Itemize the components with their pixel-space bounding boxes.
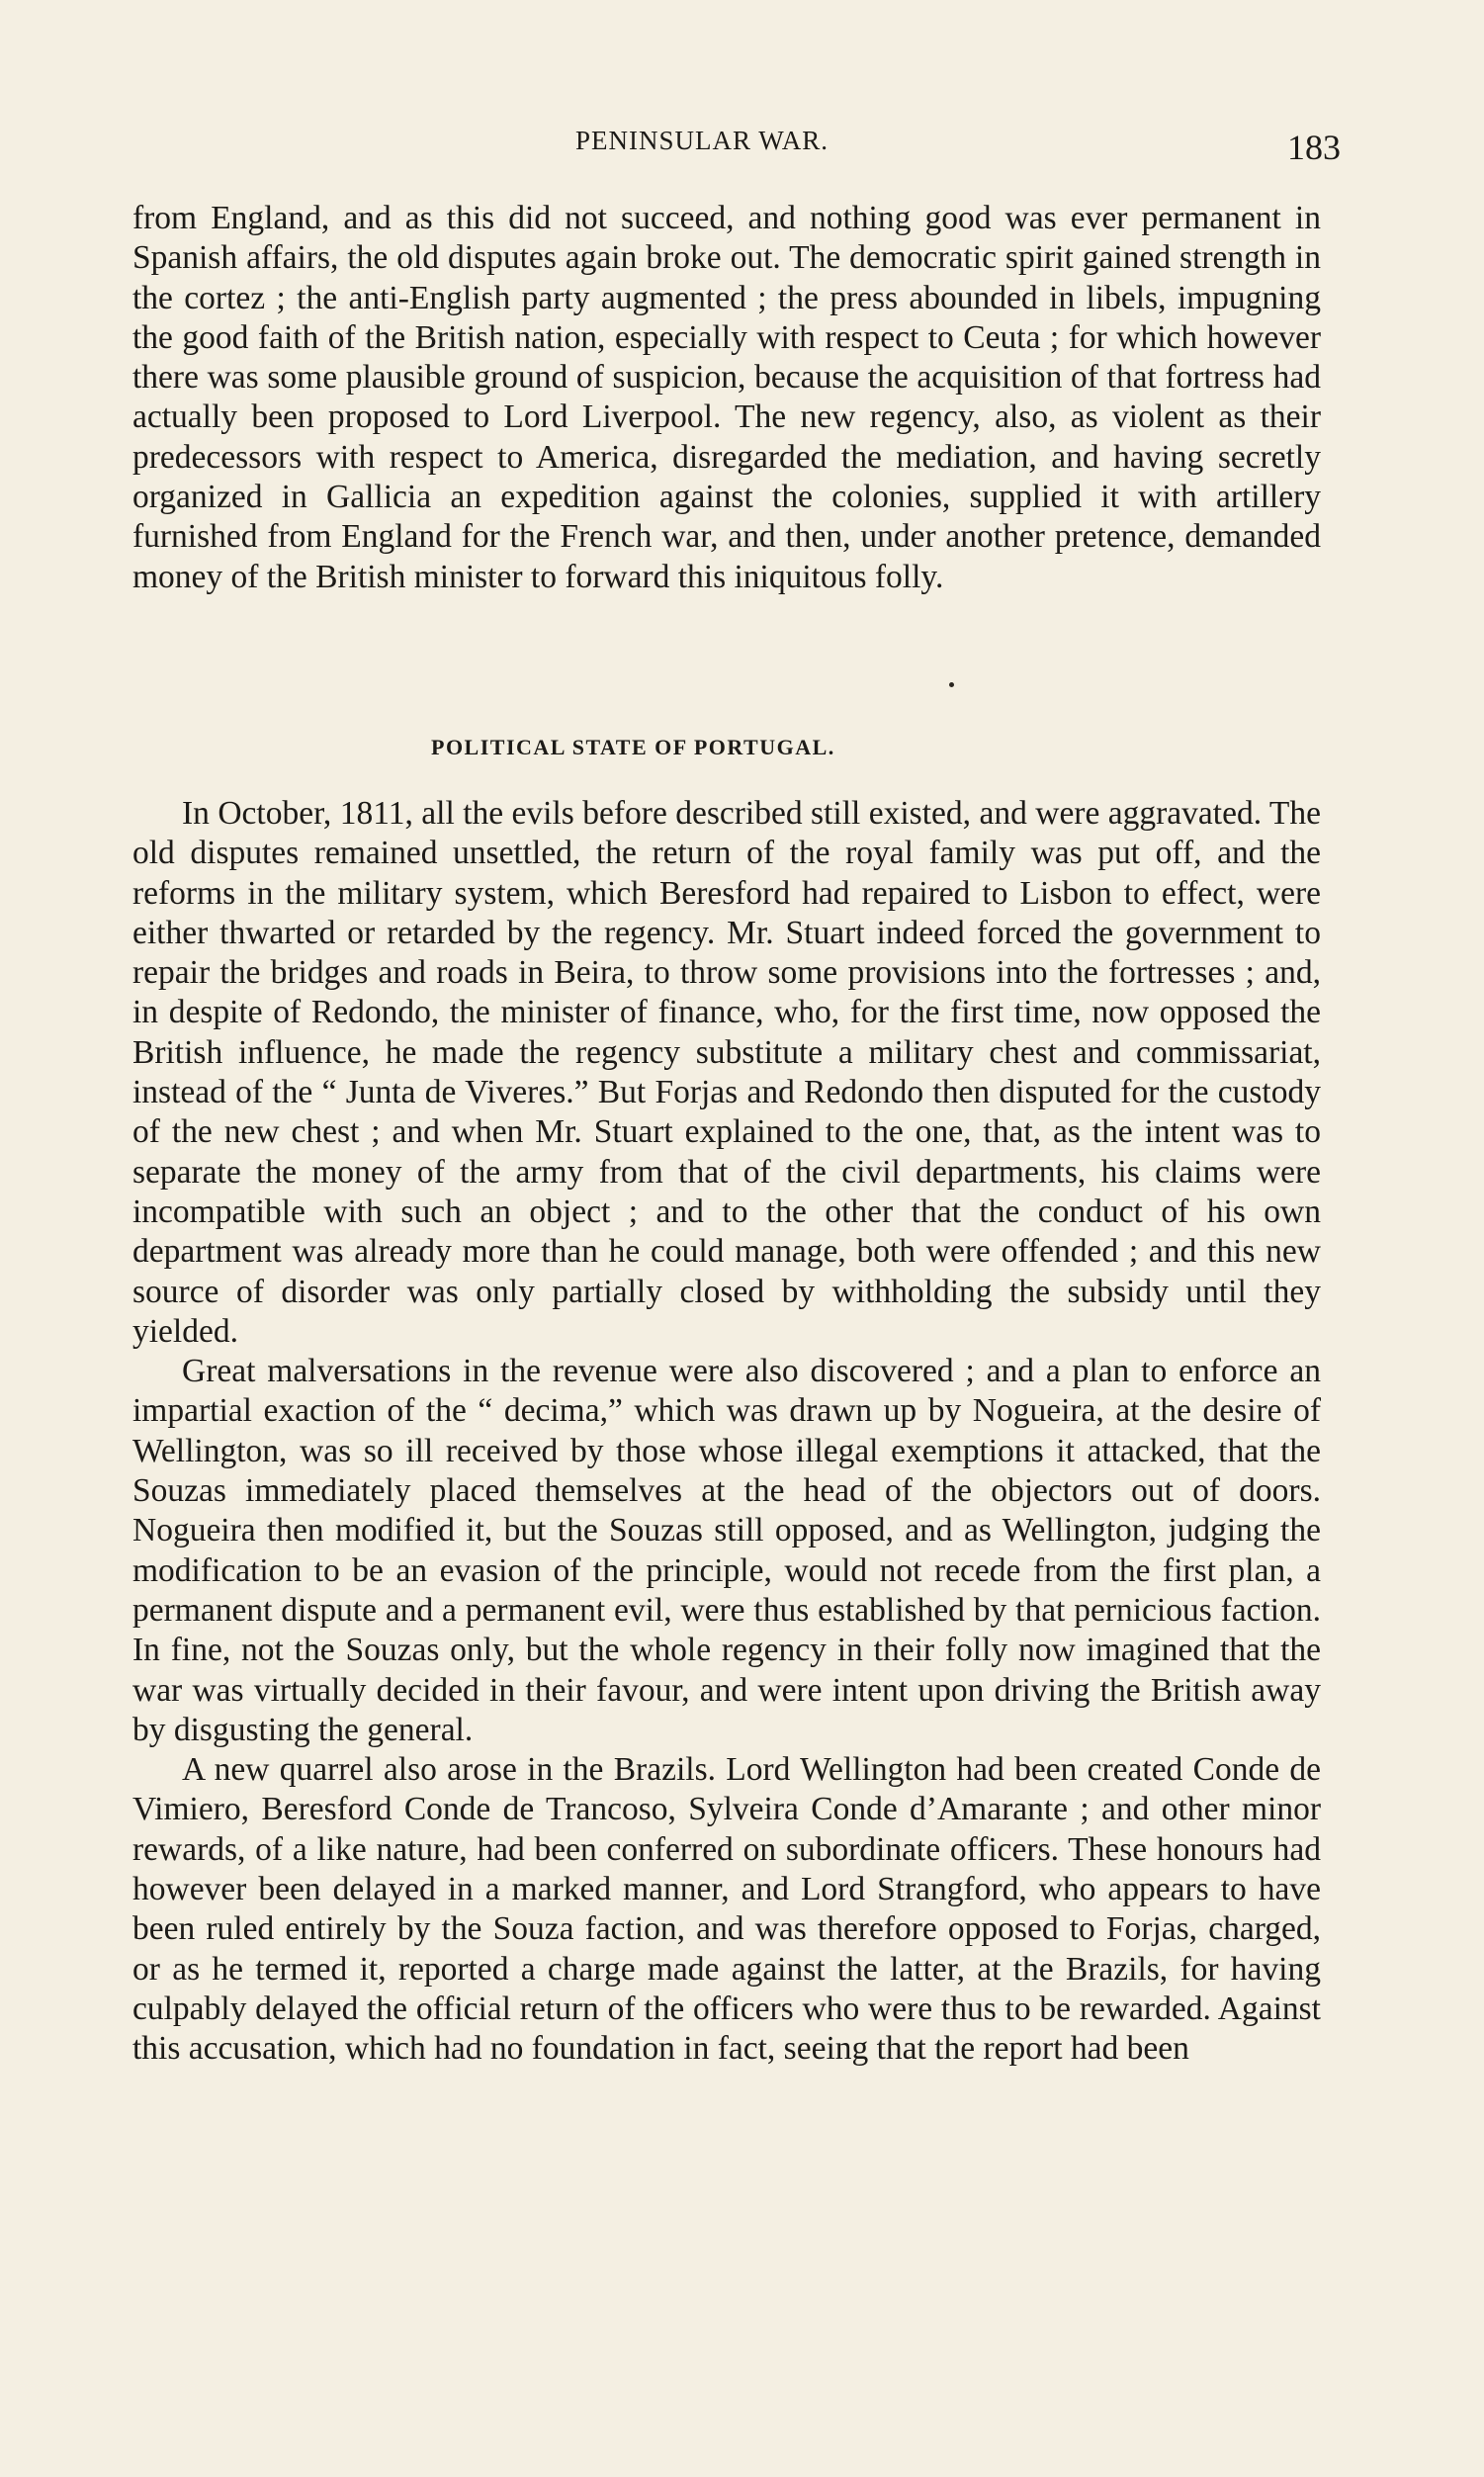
running-head: PENINSULAR WAR. — [575, 126, 829, 155]
paragraph: Great malversations in the revenue were also discovered ; and a plan to enforce an impartial exaction of the “ decima,” which was drawn up by Nogueira, at the desire of Wellington, was so ill received by those whose illegal exemptions it attacked, that the Souzas immediately placed themselves at the head of the objectors out of doors. Nogueira then modified it, but the Souzas still opposed, and as Wellington, judging the modification to be an evasion of the principle, would not recede from the first plan, a permanent dispute and a permanent evil, were thus established by that pernicious faction. In fine, not the Souzas only, but the whole regency in their folly now imagined that the war was virtually decided in their favour, and were intent upon driving the British away by disgusting the general. — [132, 1353, 1321, 1748]
intro-text-block — [132, 199, 1321, 597]
page-number: 183 — [1287, 128, 1341, 167]
paragraph: In October, 1811, all the evils before described still existed, and were aggravated. The old disputes remained unsettled, the return of the royal family was put off, and the reforms in the military system, which Beresford had repaired to Lisbon to effect, were either thwarted or retarded by the regency. Mr. Stuart indeed forced the government to repair the bridges and roads in Beira, to throw some provisions into the fortresses ; and, in despite of Redondo, the minister of finance, who, for the first time, now opposed the British influence, he made the regency substitute a military chest and commissariat, instead of the “ Junta de Viveres.” But Forjas and Redondo then disputed for the custody of the new chest ; and when Mr. Stuart explained to the one, that, as the intent was to separate the money of the army from that of the civil departments, his claims were incompatible with such an object ; and to the other that the conduct of his own department was already more than he could manage, both were offended ; and this new source of disorder was only partially closed by withholding the subsidy until they yielded. — [132, 795, 1321, 1350]
paragraph: A new quarrel also arose in the Brazils. Lord Wellington had been created Conde de Vimiero, Beresford Conde de Trancoso, Sylveira Conde d’Amarante ; and other minor rewards, of a like nature, had been conferred on subordinate officers. These honours had however been delayed in a marked manner, and Lord Strangford, who appears to have been ruled entirely by the Souza faction, and was therefore opposed to Forjas, charged, or as he termed it, reported a charge made against the latter, at the Brazils, for having culpably delayed the official return of the officers who were thus to be rewarded. Against this accusation, which had no foundation in fact, seeing that the report had been — [132, 1751, 1321, 2068]
section-text-block — [132, 794, 1321, 2070]
dot-ornament — [949, 682, 954, 687]
paragraph-continued: from England, and as this did not succeed, and nothing good was ever permanent in Spanish affairs, the old disputes again broke out. The democratic spirit gained strength in the cortez ; the anti-English party augmented ; the press abounded in libels, impugning the good faith of the British nation, especially with respect to Ceuta ; for which however there was some plausible ground of suspicion, because the acquisition of that fortress had actually been proposed to Lord Liverpool. The new regency, also, as violent as their predecessors with respect to America, disregarded the mediation, and having secretly organized in Gallicia an expedition against the colonies, supplied it with artillery furnished from England for the French war, and then, under another pretence, demanded money of the British minister to forward this iniquitous folly. — [132, 200, 1321, 595]
section-heading: POLITICAL STATE OF PORTUGAL. — [431, 735, 835, 759]
